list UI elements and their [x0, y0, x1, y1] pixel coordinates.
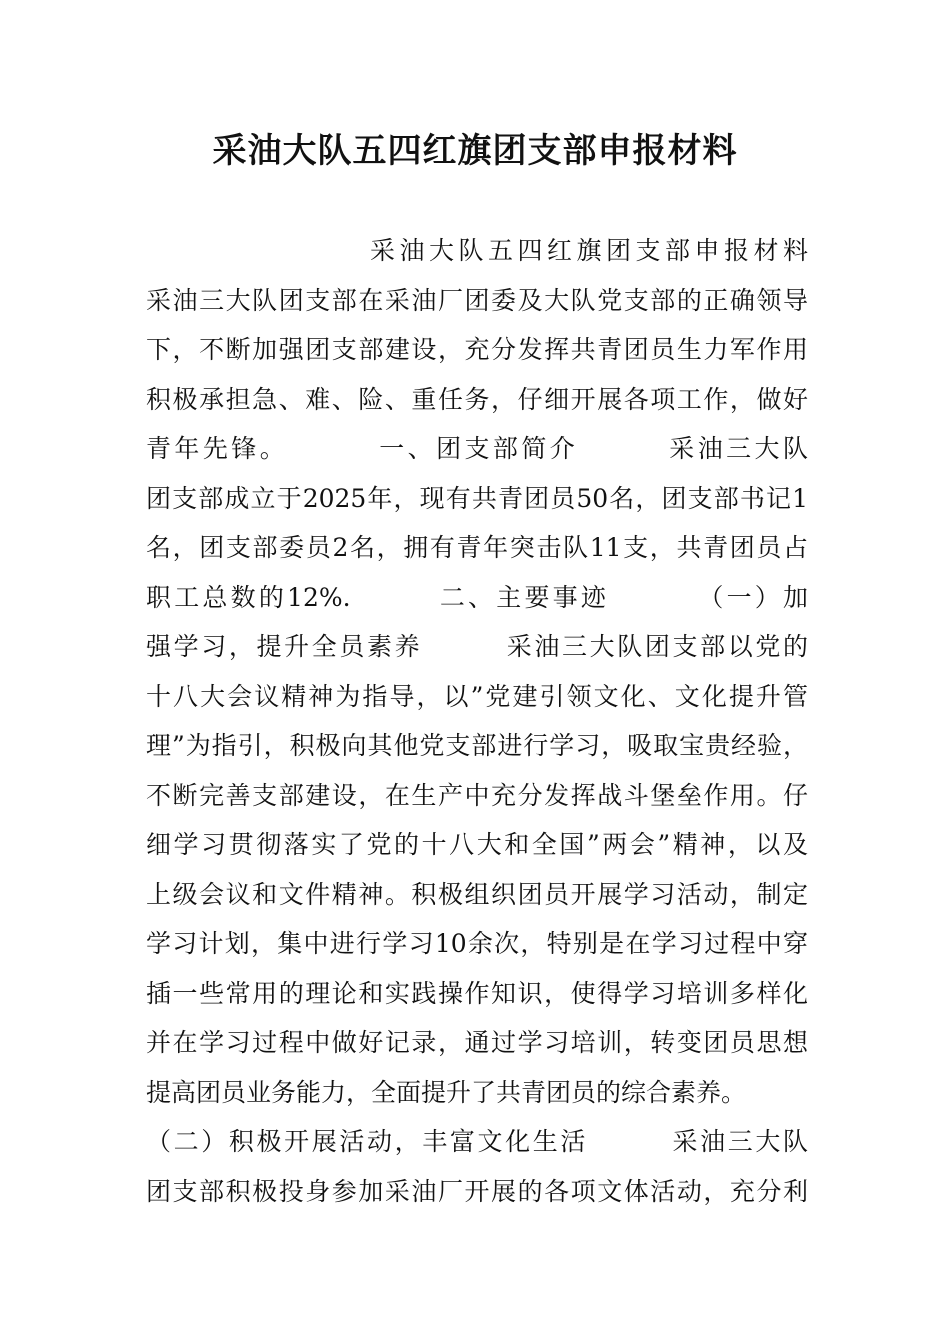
document-body	[146, 226, 808, 1216]
body-line: 青年先锋。 一、团支部简介 采油三大队	[146, 434, 808, 463]
body-line: 采油三大队团支部在采油厂团委及大队党支部的正确领导	[146, 285, 808, 315]
body-line: 上级会议和文件精神。积极组织团员开展学习活动，制定	[146, 879, 808, 909]
body-line: 采油大队五四红旗团支部申报材料	[146, 236, 808, 265]
body-line: 名，团支部委员2名，拥有青年突击队11支，共青团员占	[146, 533, 808, 562]
body-line: 十八大会议精神为指导，以”党建引领文化、文化提升管	[146, 681, 808, 711]
body-line: 团支部积极投身参加采油厂开展的各项文体活动，充分利	[146, 1176, 808, 1206]
body-line: 细学习贯彻落实了党的十八大和全国”两会”精神，以及	[146, 830, 808, 859]
body-line: （二）积极开展活动，丰富文化生活 采油三大队	[146, 1127, 808, 1156]
body-line: 提高团员业务能力，全面提升了共青团员的综合素养。	[146, 1077, 747, 1107]
document-title: 采油大队五四红旗团支部申报材料	[212, 131, 738, 171]
body-line: 积极承担急、难、险、重任务，仔细开展各项工作，做好	[146, 384, 808, 414]
body-line: 团支部成立于2025年，现有共青团员50名，团支部书记1	[146, 483, 808, 513]
body-line: 理”为指引，积极向其他党支部进行学习，吸取宝贵经验，	[146, 731, 808, 760]
body-line: 并在学习过程中做好记录，通过学习培训，转变团员思想	[146, 1028, 808, 1057]
body-line: 插一些常用的理论和实践操作知识，使得学习培训多样化	[146, 978, 808, 1008]
body-line: 职工总数的12%. 二、主要事迹 （一）加	[146, 582, 808, 612]
body-line: 强学习，提升全员素养 采油三大队团支部以党的	[146, 632, 808, 661]
body-line: 下，不断加强团支部建设，充分发挥共青团员生力军作用	[146, 335, 808, 364]
body-line: 不断完善支部建设，在生产中充分发挥战斗堡垒作用。仔	[146, 780, 808, 810]
body-line: 学习计划，集中进行学习10余次，特别是在学习过程中穿	[146, 929, 808, 958]
